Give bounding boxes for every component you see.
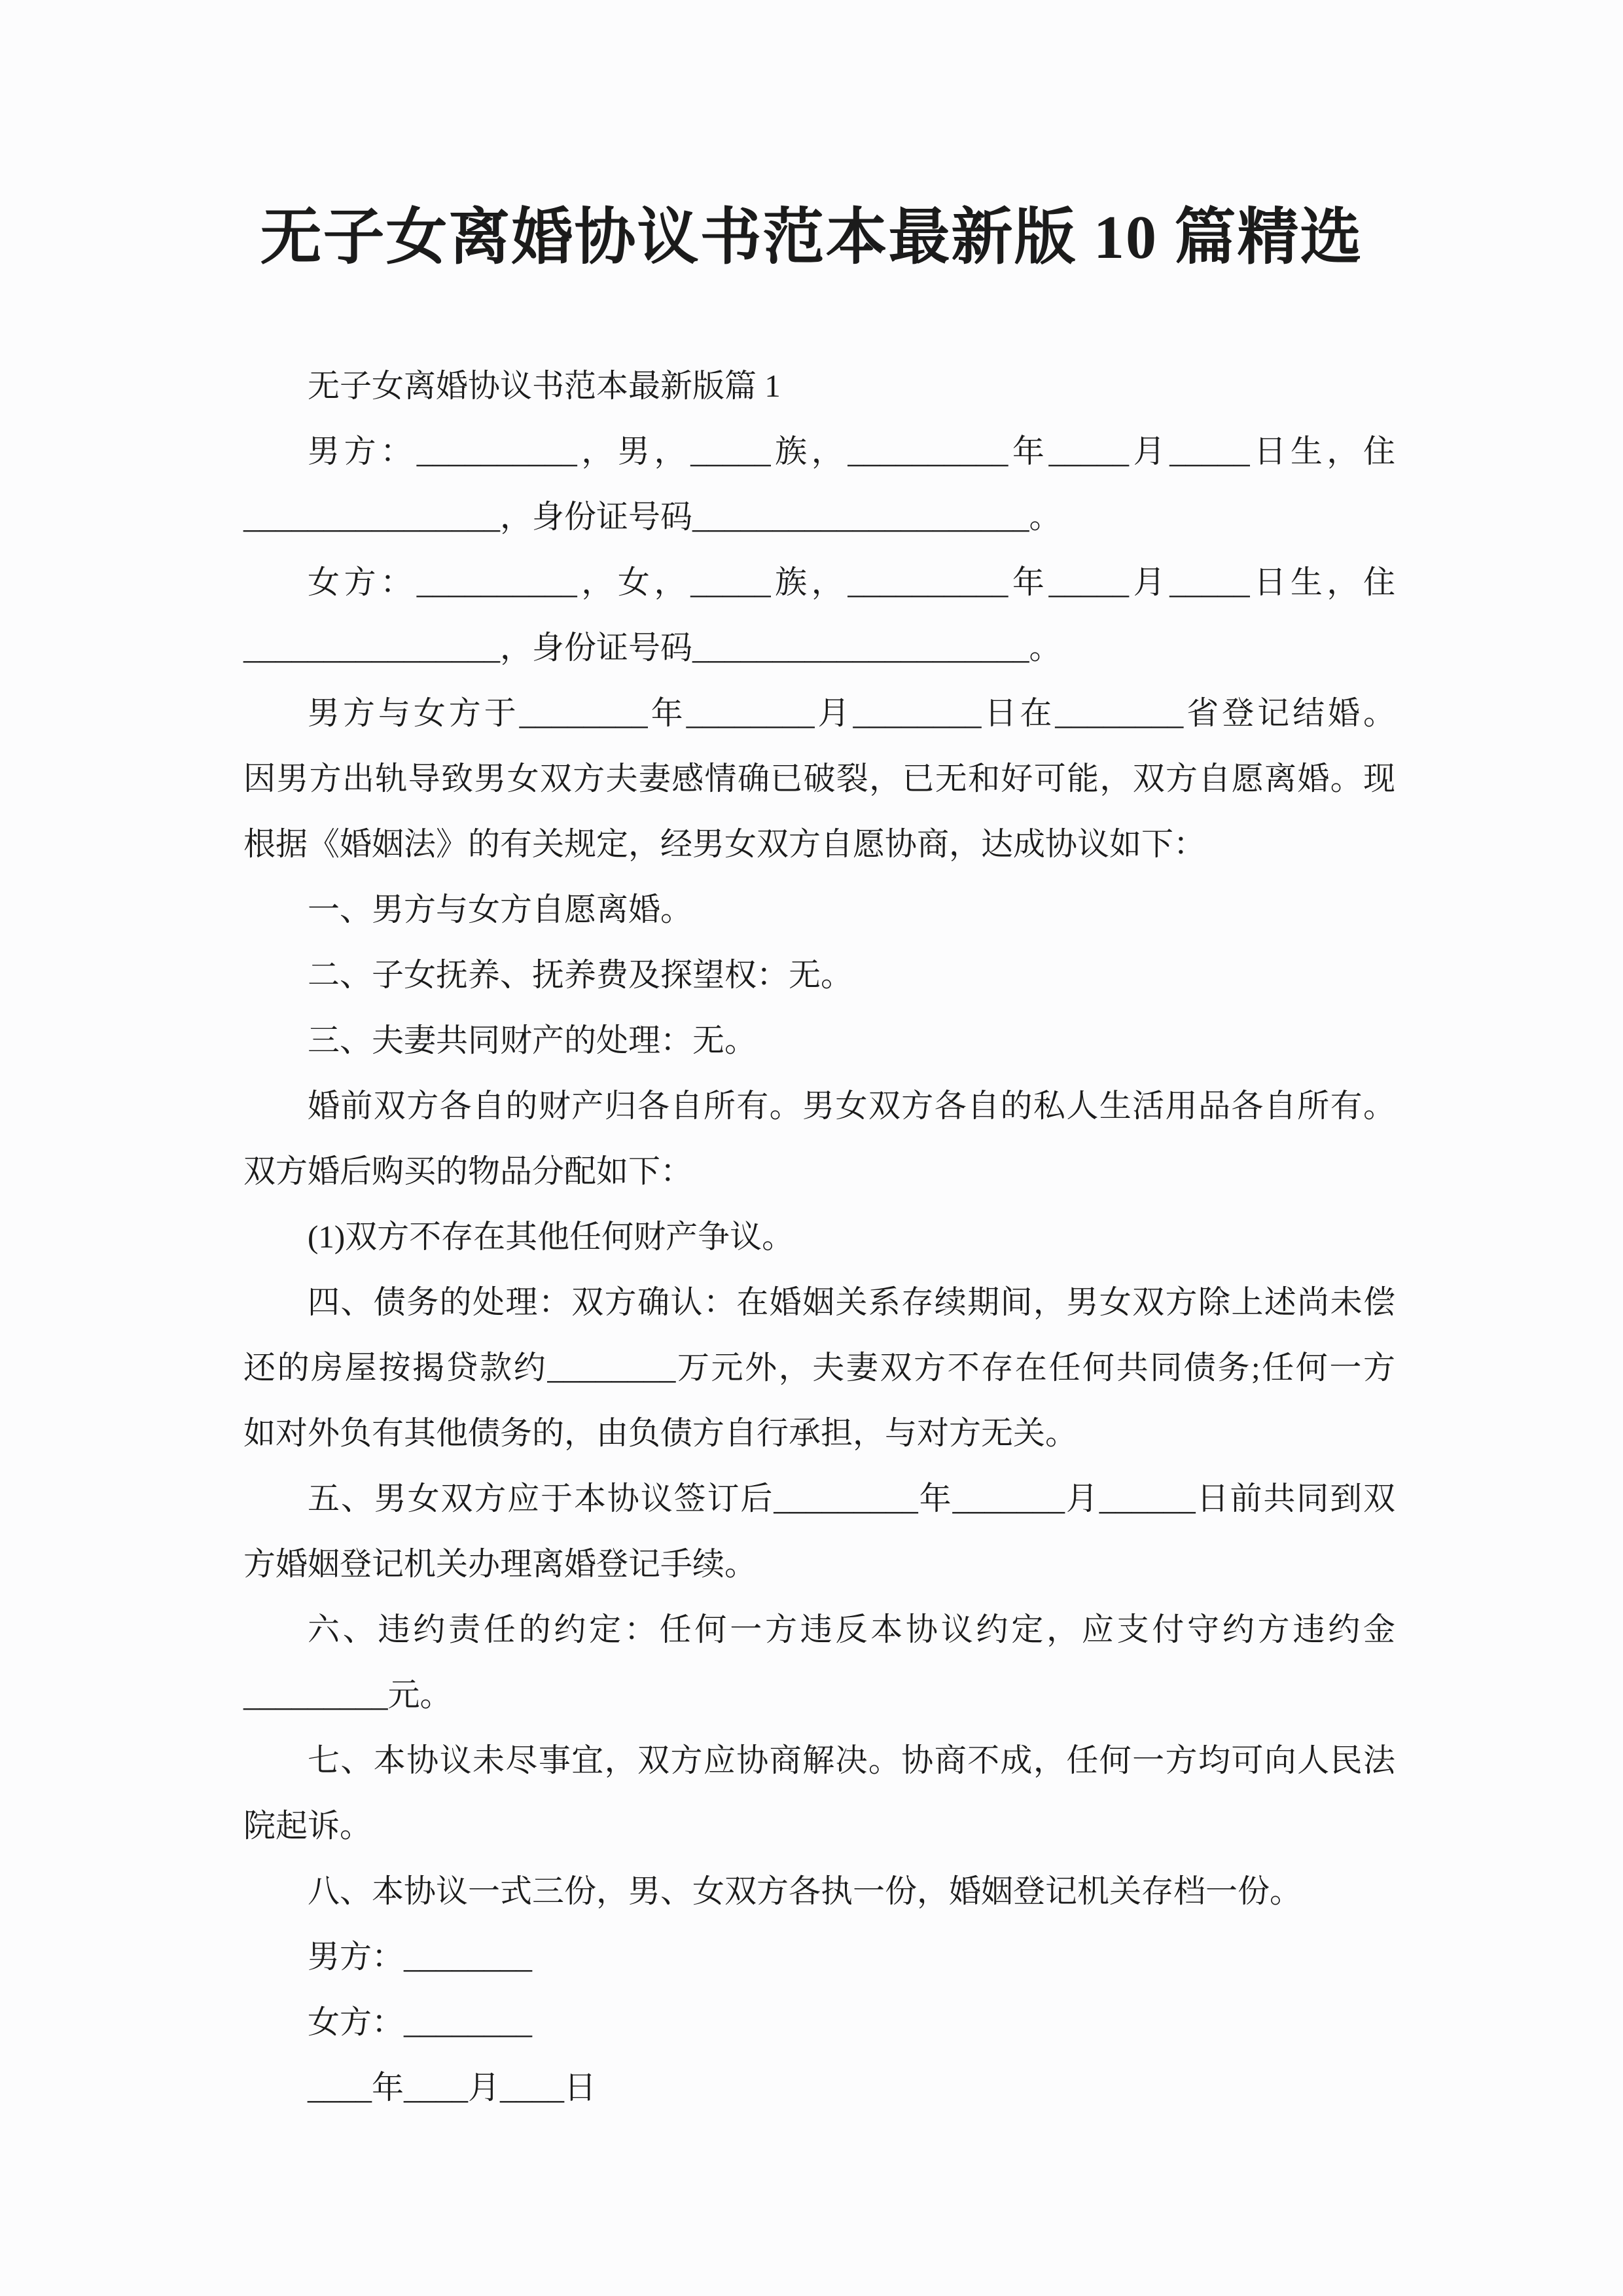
document-line: 院起诉。	[243, 1808, 372, 1844]
document-line: 五、男女双方应于本协议签订后_________年_______月______日前共同到双	[308, 1480, 1395, 1516]
document-line: 还的房屋按揭贷款约________万元外，夫妻双方不存在任何共同债务;任何一方	[243, 1350, 1395, 1386]
document-line: 女方：__________，女，_____族，__________年_____月_____日生，住	[308, 564, 1395, 600]
document-line: 八、本协议一式三份，男、女双方各执一份，婚姻登记机关存档一份。	[308, 1873, 1302, 1909]
document-line: _________元。	[243, 1677, 452, 1713]
document-title: 无子女离婚协议书范本最新版 10 篇精选	[260, 204, 1363, 272]
document-line: 如对外负有其他债务的，由负债方自行承担，与对方无关。	[243, 1415, 1078, 1451]
document-line: 男方与女方于________年________月________日在________省登记结婚。	[308, 695, 1395, 731]
document-line: (1)双方不存在其他任何财产争议。	[308, 1219, 794, 1255]
document-line: 方婚姻登记机关办理离婚登记手续。	[243, 1546, 757, 1582]
document-line: ____年____月____日	[308, 2070, 597, 2106]
document-line: 男方：________	[308, 1939, 533, 1975]
document-line: 男方：__________，男，_____族，__________年_____月_____日生，住	[308, 433, 1395, 469]
document-line: ________________，身份证号码_____________________。	[243, 630, 1061, 666]
document-line: 七、本协议未尽事宜，双方应协商解决。协商不成，任何一方均可向人民法	[308, 1742, 1395, 1778]
document-line: 四、债务的处理：双方确认：在婚姻关系存续期间，男女双方除上述尚未偿	[308, 1284, 1395, 1320]
document-line: ________________，身份证号码_____________________。	[243, 499, 1061, 535]
document-line: 婚前双方各自的财产归各自所有。男女双方各自的私人生活用品各自所有。	[308, 1088, 1395, 1124]
document-line: 根据《婚姻法》的有关规定，经男女双方自愿协商，达成协议如下：	[243, 826, 1206, 862]
document-line: 二、子女抚养、抚养费及探望权：无。	[308, 957, 853, 993]
document-line: 六、违约责任的约定：任何一方违反本协议约定，应支付守约方违约金	[308, 1611, 1395, 1647]
document-line: 无子女离婚协议书范本最新版篇 1	[308, 368, 781, 404]
document-line: 女方：________	[308, 2004, 533, 2040]
document-line: 三、夫妻共同财产的处理：无。	[308, 1022, 757, 1058]
document-line: 一、男方与女方自愿离婚。	[308, 891, 693, 927]
document-line: 双方婚后购买的物品分配如下：	[243, 1153, 693, 1189]
document-body	[243, 353, 1395, 2121]
document-line: 因男方出轨导致男女双方夫妻感情确已破裂，已无和好可能，双方自愿离婚。现	[243, 761, 1395, 797]
